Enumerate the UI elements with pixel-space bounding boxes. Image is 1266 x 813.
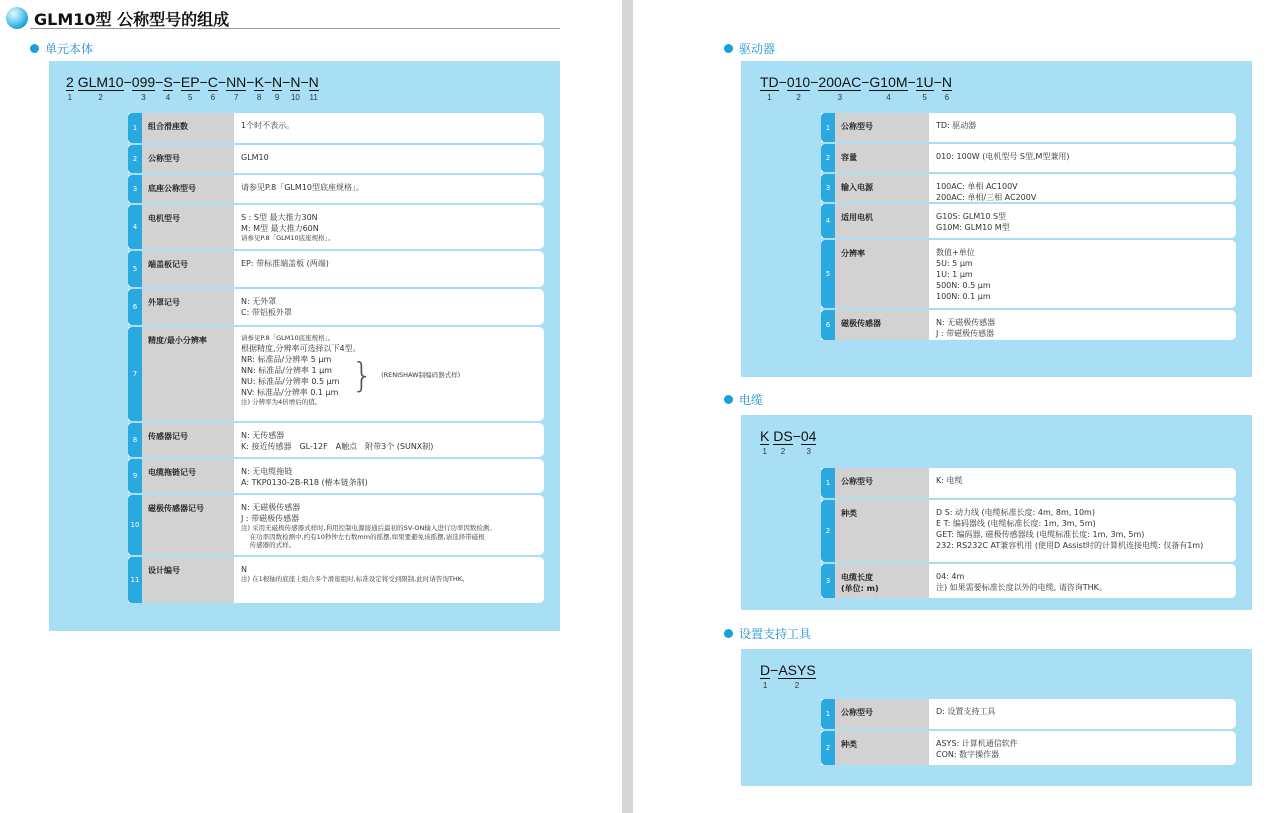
table-row <box>128 251 544 287</box>
brace-option: NU: 标准品/分辨率 0.5 μm <box>241 376 340 386</box>
code-separator: − <box>933 74 942 90</box>
section-heading-driver: 驱动器 <box>724 40 775 57</box>
row-label-line: 电缆长度 <box>841 573 873 582</box>
row-label-line: (单位: m) <box>841 584 879 593</box>
row-value <box>234 205 544 249</box>
title-rule <box>30 28 560 29</box>
row-number: 1 <box>821 468 835 498</box>
row-value <box>929 564 1236 598</box>
code-segment: S 4 <box>163 74 173 102</box>
code-segment-number: 3 <box>141 93 146 102</box>
table-row <box>128 327 544 421</box>
row-value-line: G10M: GLM10 M型 <box>936 223 1010 232</box>
cable-panel <box>741 415 1252 610</box>
row-label <box>142 251 234 287</box>
row-value <box>929 468 1236 498</box>
row-label-line: 精度/最小分辨率 <box>148 336 207 345</box>
row-number: 5 <box>821 240 835 308</box>
code-segment: G10M 4 <box>869 74 908 102</box>
row-number: 4 <box>821 204 835 238</box>
row-value <box>929 699 1236 729</box>
brace-options <box>241 354 339 398</box>
code-segment: TD 1 <box>760 74 779 102</box>
row-label-line: 底座公称型号 <box>148 184 196 193</box>
row-label <box>835 310 929 340</box>
row-value-line: G10S: GLM10 S型 <box>936 212 1007 221</box>
code-segment: ASYS 2 <box>778 662 816 690</box>
table-row <box>128 423 544 457</box>
table-row <box>128 113 544 143</box>
code-segment-number: 3 <box>806 447 811 456</box>
row-value-line: K: 电缆 <box>936 476 963 485</box>
row-value-line: 04: 4m <box>936 572 965 581</box>
row-label <box>142 459 234 493</box>
row-value <box>929 174 1236 202</box>
row-value-line: A: TKP0130-2B-R18 (椿本链条制) <box>241 478 368 487</box>
code-segment-number: 4 <box>165 93 171 102</box>
code-separator: − <box>123 74 132 90</box>
row-value-line: 500N: 0.5 μm <box>936 281 991 290</box>
brace-note: (RENISHAW制编码器式样) <box>381 371 461 379</box>
row-label-line: 分辨率 <box>841 249 865 258</box>
row-label-line: 外罩记号 <box>148 298 180 307</box>
row-label <box>835 731 929 765</box>
row-value-line: C: 带铝板外罩 <box>241 308 292 317</box>
code-segment-number: 9 <box>274 93 280 102</box>
table-row <box>128 145 544 173</box>
code-segment-number: 1 <box>762 447 767 456</box>
row-label-line: 输入电源 <box>841 183 873 192</box>
row-label <box>142 495 234 555</box>
driver-table <box>821 113 1236 342</box>
code-segment: 200AC 3 <box>818 74 862 102</box>
code-segment: NN 7 <box>226 74 247 102</box>
table-row <box>821 500 1236 562</box>
row-label-line: 磁极传感器 <box>841 319 881 328</box>
code-separator: − <box>172 74 181 90</box>
row-label <box>142 175 234 203</box>
row-number: 6 <box>128 289 142 325</box>
row-value <box>234 145 544 173</box>
code-segment: 1U 5 <box>915 74 934 102</box>
row-label <box>142 423 234 457</box>
table-row <box>821 564 1236 598</box>
tool-table <box>821 699 1236 767</box>
left-page <box>0 0 622 813</box>
row-label-line: 组合滑座数 <box>148 122 188 131</box>
code-segment: N 11 <box>308 74 319 102</box>
model-code-main-unit <box>66 74 319 102</box>
row-value-line: 注) 如果需要标准长度以外的电缆, 请咨询THK。 <box>936 583 1107 592</box>
row-note: 请参见P.8「GLM10底座规格」。 <box>241 334 335 342</box>
row-label <box>835 174 929 202</box>
section-heading-main-unit: 单元本体 <box>30 40 93 57</box>
table-row <box>821 204 1236 238</box>
section-heading-cable: 电缆 <box>724 391 763 408</box>
code-segment: DS 2 <box>773 428 793 456</box>
row-value-line: K: 接近传感器 GL-12F A触点 附带3个 (SUNX制) <box>241 442 434 451</box>
row-label <box>835 500 929 562</box>
row-value-line: N <box>241 565 247 574</box>
row-label-line: 传感器记号 <box>148 432 188 441</box>
row-value-line: N: 无传感器 <box>241 431 285 440</box>
row-number: 8 <box>128 423 142 457</box>
code-segment: K 1 <box>760 428 770 456</box>
row-number: 5 <box>128 251 142 287</box>
bullet-icon <box>724 44 733 53</box>
row-note: 传感器的式样。 <box>241 541 296 549</box>
row-label <box>142 205 234 249</box>
row-value-line: 1个时不表示。 <box>241 121 295 130</box>
row-value <box>929 731 1236 765</box>
main-unit-table <box>128 113 544 605</box>
row-number: 11 <box>128 557 142 603</box>
code-segment: GLM10 2 <box>77 74 124 102</box>
main-unit-panel <box>49 61 560 631</box>
right-page <box>633 0 1266 813</box>
code-segment-number: 3 <box>837 93 843 102</box>
code-segment-number: 2 <box>796 93 801 102</box>
code-separator: − <box>263 74 273 90</box>
row-value-line: 请参见P.8「GLM10型底座规格」。 <box>241 183 364 192</box>
row-note: 注) 采用无磁极传感器式样时,利用控制电源接通后最初的SV-ON输入进行功率因数检测。 <box>241 524 496 532</box>
row-label-line: 公称型号 <box>841 708 873 717</box>
row-label-line: 端盖板记号 <box>148 260 188 269</box>
row-number: 2 <box>821 144 835 172</box>
row-value <box>234 557 544 603</box>
code-segment: 2 1 <box>66 74 74 102</box>
row-value-line: N: 无磁极传感器 <box>936 318 996 327</box>
code-segment: 010 2 <box>786 74 811 102</box>
row-value-line: 1U: 1 μm <box>936 270 973 279</box>
row-value-line: ASYS: 计算机通信软件 <box>936 739 1018 748</box>
code-segment-number: 5 <box>922 93 927 102</box>
row-value-line: 数值+单位 <box>936 248 975 257</box>
row-number: 4 <box>128 205 142 249</box>
row-number: 3 <box>821 564 835 598</box>
row-value <box>234 289 544 325</box>
row-value <box>929 500 1236 562</box>
row-value-line: 100N: 0.1 μm <box>936 292 991 301</box>
code-separator: − <box>217 74 227 90</box>
row-label <box>142 289 234 325</box>
row-value <box>234 327 544 421</box>
table-row <box>128 459 544 493</box>
row-label <box>835 564 929 598</box>
row-value <box>929 310 1236 340</box>
row-number: 3 <box>821 174 835 202</box>
code-segment: 099 3 <box>131 74 156 102</box>
row-value-line: GET: 编码器, 磁极传感器线 (电缆标准长度: 1m, 3m, 5m) <box>936 530 1145 539</box>
row-label <box>835 699 929 729</box>
row-value <box>929 144 1236 172</box>
row-label-line: 公称型号 <box>841 122 873 131</box>
row-label-line: 磁极传感器记号 <box>148 504 204 513</box>
row-value-line: N: 无磁极传感器 <box>241 503 301 512</box>
row-number: 9 <box>128 459 142 493</box>
code-segment-number: 8 <box>256 93 262 102</box>
code-separator: − <box>155 74 164 90</box>
code-separator: − <box>199 74 208 90</box>
table-row <box>821 113 1236 142</box>
table-row <box>821 468 1236 498</box>
model-code-cable <box>760 428 817 456</box>
row-number: 10 <box>128 495 142 555</box>
code-separator: − <box>861 74 870 90</box>
row-number: 1 <box>821 113 835 142</box>
row-number: 2 <box>821 731 835 765</box>
code-separator: − <box>792 428 801 444</box>
row-value <box>929 204 1236 238</box>
code-segment-number: 10 <box>290 93 300 102</box>
row-number: 6 <box>821 310 835 340</box>
page-gutter <box>622 0 633 813</box>
code-separator: − <box>300 74 309 90</box>
row-value-line: 232: RS232C AT兼容机用 (使用D Assist时的计算机连接电缆: 仅备有1m) <box>936 541 1204 550</box>
row-value <box>234 175 544 203</box>
row-label <box>835 204 929 238</box>
code-segment-number: 7 <box>233 93 239 102</box>
row-label-line: 容量 <box>841 153 857 162</box>
row-label-line: 种类 <box>841 509 857 518</box>
table-row <box>821 731 1236 765</box>
code-segment: N 10 <box>290 74 301 102</box>
row-value-line: 100AC: 单相 AC100V <box>936 182 1018 191</box>
row-value-line: D: 设置支持工具 <box>936 707 996 716</box>
row-value-line: 5U: 5 μm <box>936 259 973 268</box>
code-separator: − <box>282 74 291 90</box>
row-value-line: N: 无外罩 <box>241 297 277 306</box>
row-value-line: 010: 100W (电机型号 S型,M型兼用) <box>936 152 1070 161</box>
row-label <box>835 240 929 308</box>
table-row <box>821 240 1236 308</box>
table-row <box>821 699 1236 729</box>
brace-option: NR: 标准品/分辨率 5 μm <box>241 354 332 364</box>
table-row <box>821 174 1236 202</box>
bullet-icon <box>30 44 39 53</box>
code-segment-number: 11 <box>309 93 318 102</box>
brace-group <box>241 354 537 398</box>
row-value <box>234 459 544 493</box>
code-separator: − <box>770 662 779 678</box>
code-segment-number: 1 <box>67 93 73 102</box>
row-number: 1 <box>821 699 835 729</box>
model-code-tool <box>760 662 816 690</box>
row-note: 请参见P.8「GLM10底座规格」。 <box>241 234 335 242</box>
row-label <box>835 113 929 142</box>
code-segment-number: 2 <box>794 681 800 690</box>
code-segment: N 6 <box>941 74 952 102</box>
code-separator: − <box>810 74 819 90</box>
code-segment-number: 5 <box>187 93 193 102</box>
row-value-line: J : 带磁极传感器 <box>241 514 300 523</box>
row-value <box>234 495 544 555</box>
code-separator: − <box>907 74 916 90</box>
row-value-line: S : S型 最大推力30N <box>241 213 318 222</box>
code-segment-number: 1 <box>767 93 772 102</box>
row-note: 在功率因数检测中,约有10秒钟左右数mm的摇摆,如果要避免该摇摆,请选择带磁极 <box>241 532 485 541</box>
row-number: 7 <box>128 327 142 421</box>
table-row <box>128 205 544 249</box>
table-row <box>821 310 1236 340</box>
row-label-line: 设计编号 <box>148 566 180 575</box>
code-segment: D 1 <box>760 662 771 690</box>
code-segment-number: 6 <box>944 93 950 102</box>
row-label-line: 电缆拖链记号 <box>148 468 196 477</box>
row-note: 注) 在1根轴的底座上组合多个滑座组时,标准设定将受到限制,此时请咨询THK。 <box>241 575 469 583</box>
row-value <box>929 113 1236 142</box>
brace-option: NN: 标准品/分辨率 1 μm <box>241 365 332 375</box>
row-label <box>835 144 929 172</box>
row-number: 2 <box>821 500 835 562</box>
right-brace-icon: } <box>351 355 374 396</box>
row-label-line: 公称型号 <box>841 477 873 486</box>
row-number: 1 <box>128 113 142 143</box>
table-row <box>128 557 544 603</box>
table-row <box>128 289 544 325</box>
row-value-line: J : 带磁极传感器 <box>936 329 995 338</box>
bullet-icon <box>724 629 733 638</box>
code-separator: − <box>246 74 255 90</box>
cable-table <box>821 468 1236 600</box>
row-label <box>835 468 929 498</box>
bullet-icon <box>724 395 733 404</box>
code-segment: 04 3 <box>800 428 817 456</box>
row-label-line: 种类 <box>841 740 857 749</box>
row-label-line: 适用电机 <box>841 213 873 222</box>
model-code-driver <box>760 74 952 102</box>
row-value-line: 根据精度,分辨率可选择以下4型。 <box>241 343 361 353</box>
row-label-line: 公称型号 <box>148 154 180 163</box>
code-segment-number: 6 <box>210 93 216 102</box>
row-label <box>142 327 234 421</box>
row-value-line: 200AC: 单相/三相 AC200V <box>936 193 1037 202</box>
row-note: 注) 分辨率为4倍增后的值。 <box>241 397 322 406</box>
row-value-line: M: M型 最大推力60N <box>241 224 319 233</box>
code-segment-number: 1 <box>762 681 768 690</box>
brace-option: NV: 标准品/分辨率 0.1 μm <box>241 387 339 397</box>
row-label <box>142 557 234 603</box>
code-segment-number: 4 <box>886 93 891 102</box>
row-value <box>234 423 544 457</box>
row-value-line: D S: 动力线 (电缆标准长度: 4m, 8m, 10m) <box>936 508 1095 517</box>
row-number: 3 <box>128 175 142 203</box>
row-value <box>929 240 1236 308</box>
table-row <box>128 175 544 203</box>
code-segment: EP 5 <box>180 74 200 102</box>
section-heading-tool: 设置支持工具 <box>724 625 811 642</box>
driver-panel <box>741 61 1252 377</box>
row-value-line: E T: 编码器线 (电缆标准长度: 1m, 3m, 5m) <box>936 519 1096 528</box>
code-segment-number: 2 <box>98 93 103 102</box>
row-value-line: CON: 数字操作器 <box>936 750 1000 759</box>
row-value <box>234 251 544 287</box>
code-segment: K 8 <box>254 74 264 102</box>
code-segment-number: 2 <box>780 447 786 456</box>
row-value-line: GLM10 <box>241 153 269 162</box>
row-value <box>234 113 544 143</box>
row-label <box>142 145 234 173</box>
page-title: GLM10型 公称型号的组成 <box>6 6 229 30</box>
row-value-line: N: 无电缆拖链 <box>241 467 293 476</box>
tool-panel <box>741 649 1252 786</box>
title-bullet-icon <box>6 7 28 29</box>
code-segment: C 6 <box>207 74 218 102</box>
code-separator: − <box>778 74 787 90</box>
row-label-line: 电机型号 <box>148 214 180 223</box>
row-value-line: TD: 驱动器 <box>936 121 977 130</box>
row-value-line: EP: 带标准端盖板 (两端) <box>241 259 329 268</box>
table-row <box>821 144 1236 172</box>
code-segment: N 9 <box>272 74 283 102</box>
row-label <box>142 113 234 143</box>
table-row <box>128 495 544 555</box>
row-number: 2 <box>128 145 142 173</box>
